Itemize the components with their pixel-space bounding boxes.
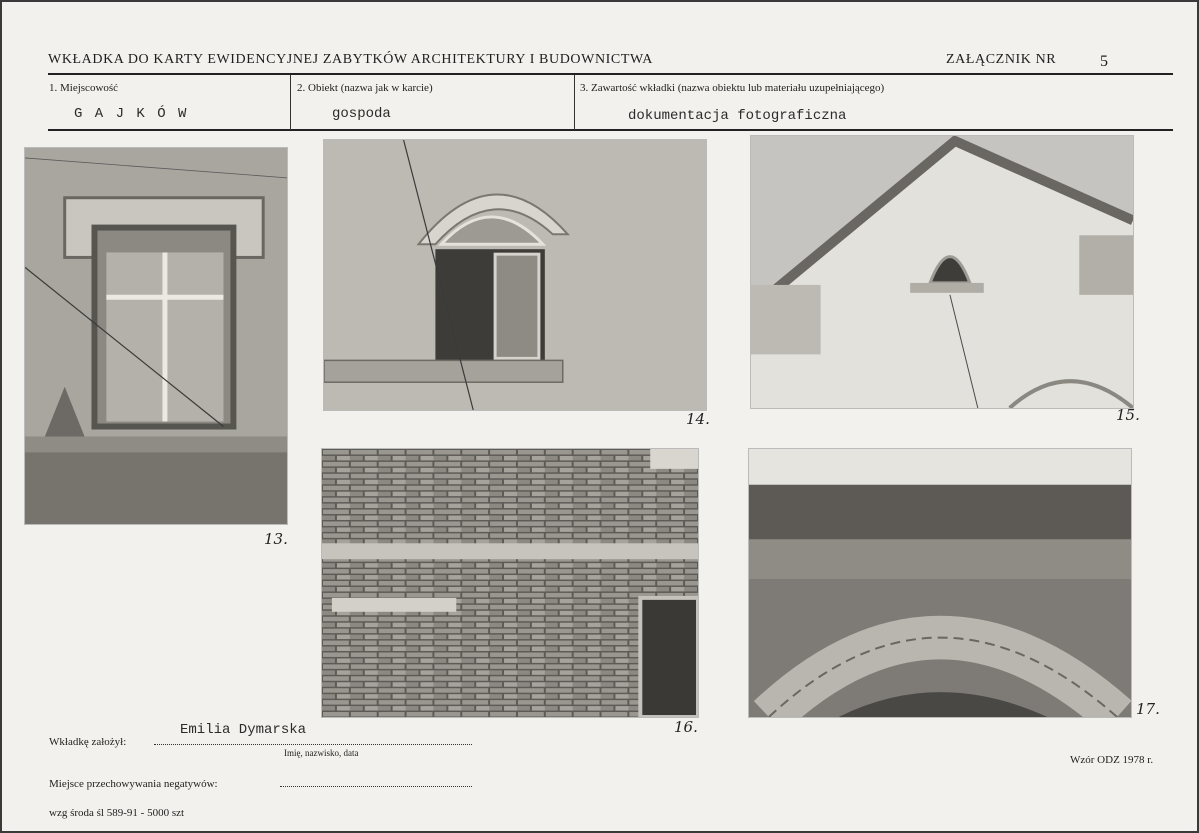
location-value: G A J K Ó W (74, 106, 189, 122)
negatives-dotted-line (280, 786, 472, 787)
photo-number-15: 15. (1116, 406, 1140, 424)
print-info: wzg środa śl 589-91 - 5000 szt (49, 807, 185, 819)
photo-brickwork (321, 448, 699, 718)
negatives-label: Miejsce przechowywania negatywów: (49, 778, 218, 790)
field-separator-2 (574, 75, 575, 130)
form-model: Wzór ODZ 1978 r. (1070, 754, 1154, 766)
author-dotted-line (154, 744, 472, 745)
object-label: 2. Obiekt (nazwa jak w karcie) (297, 82, 433, 94)
photo-number-16: 16. (674, 718, 698, 736)
header-rule-top (48, 73, 1173, 75)
content-value: dokumentacja fotograficzna (628, 108, 847, 124)
content-label: 3. Zawartość wkładki (nazwa obiektu lub materiału uzupełniającego) (580, 82, 885, 94)
photo-window-arched (323, 139, 707, 411)
annex-number: 5 (1100, 53, 1108, 70)
photo-number-13: 13. (264, 530, 288, 548)
object-value: gospoda (332, 106, 391, 122)
photo-number-17: 17. (1136, 700, 1160, 718)
photo-window-rectangular (24, 147, 288, 525)
location-label: 1. Miejscowość (49, 82, 119, 94)
record-card-sheet (2, 2, 1197, 831)
author-value: Emilia Dymarska (180, 722, 307, 738)
author-label: Wkładkę założył: (49, 736, 127, 748)
card-title: WKŁADKA DO KARTY EWIDENCYJNEJ ZABYTKÓW ARCHITEKTURY I BUDOWNICTWA (48, 52, 653, 67)
header-rule-bottom (48, 129, 1173, 131)
photo-gable (750, 135, 1134, 409)
field-separator-1 (290, 75, 291, 130)
author-caption: Imię, nazwisko, data (284, 748, 359, 758)
photo-number-14: 14. (686, 410, 710, 428)
annex-label: ZAŁĄCZNIK NR (946, 52, 1057, 67)
photo-brick-arch (748, 448, 1132, 718)
